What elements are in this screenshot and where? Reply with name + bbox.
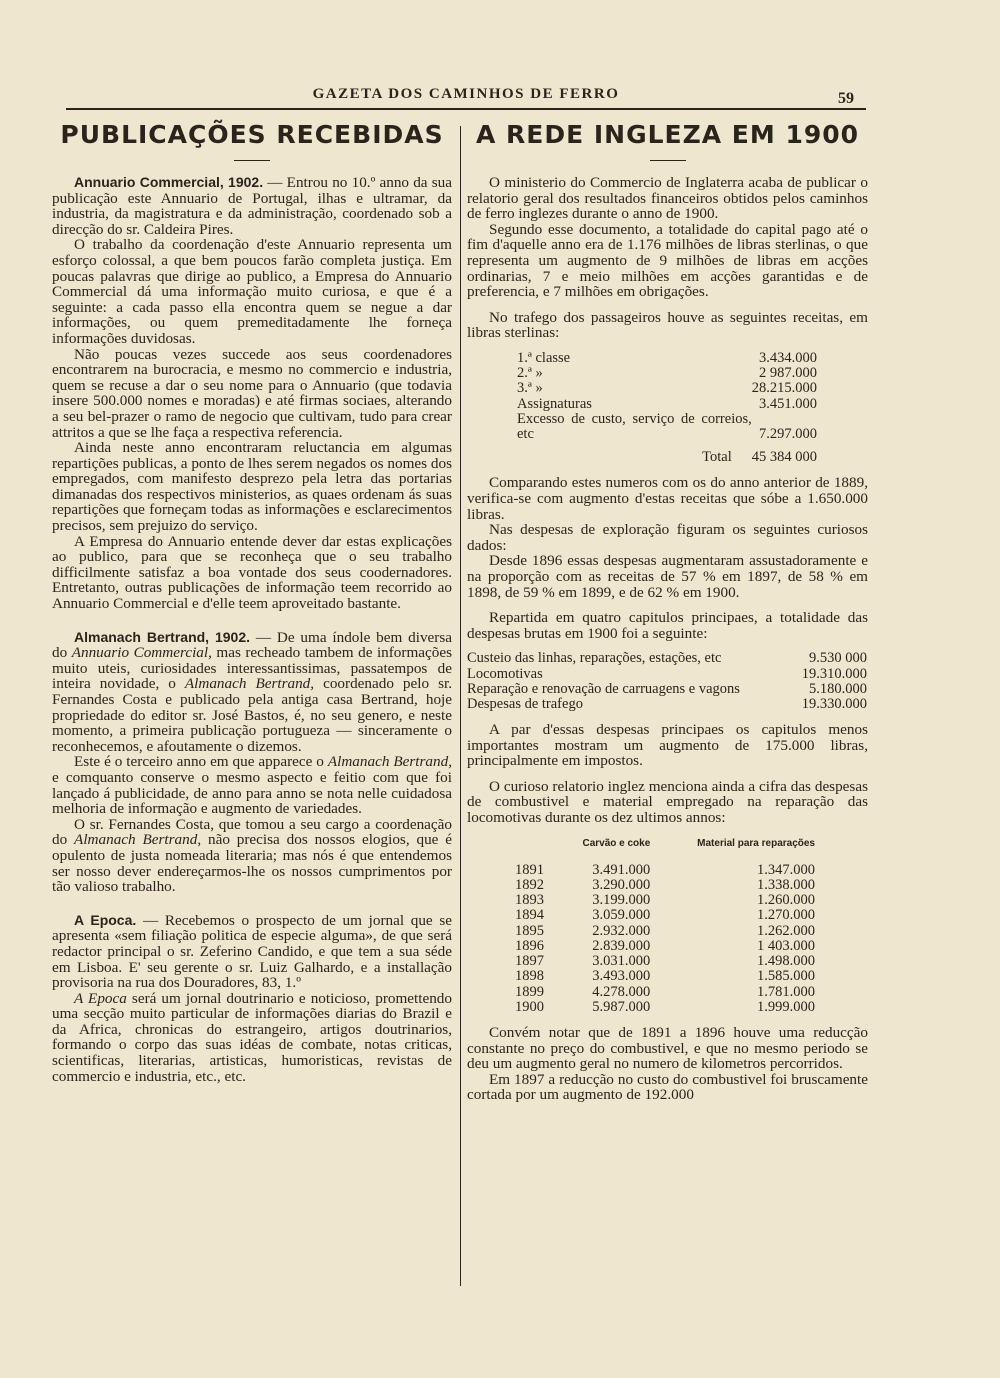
fuel-material: 1.270.000 (757, 907, 815, 924)
fuel-year: 1892 (515, 877, 544, 894)
revenue-label: Assignaturas (517, 395, 592, 412)
almanach-text-3a: O sr. Fernandes Costa, que tomou a seu cargo a coordenação do (52, 815, 452, 849)
fuel-head-coal: Carvão e coke (582, 837, 651, 849)
epoca-lead: A Epoca. (74, 911, 137, 928)
expense-chapters-table (467, 651, 867, 712)
rede-paragraph-1: O ministerio do Commercio de Inglaterra acaba de publicar o relatorio geral dos resultados financeiros obtidos pelos caminhos de ferro inglezes durante o anno de 1900. (467, 174, 868, 223)
fuel-coal: 3.493.000 (592, 968, 651, 985)
rede-paragraph-2: Segundo esse documento, a totalidade do capital pago até o fim d'aquelle anno era de 1.176 milhões de libras sterlinas, o que representa um augmento de 9 milhões de libras em acções ordinarias, 7 e meio milhões em acções garantidas e de preferencia, e 7 milhões em obrigações. (467, 220, 868, 301)
fuel-material: 1.585.000 (757, 968, 815, 985)
right-column (467, 118, 868, 1103)
almanach-italic-1: Annuario Commercial (71, 644, 209, 662)
chapter-label: Custeio das linhas, reparações, estações, etc (467, 650, 722, 667)
fuel-coal: 3.290.000 (592, 877, 651, 894)
fuel-year: 1895 (515, 922, 544, 939)
table-row (517, 381, 817, 396)
fuel-material: 1.498.000 (757, 953, 815, 970)
almanach-paragraph-3 (52, 817, 452, 895)
rede-paragraph-3: No trafego dos passageiros houve as seguintes receitas, em libras sterlinas: (467, 308, 868, 342)
column-divider (460, 126, 461, 1286)
fuel-coal: 2.839.000 (592, 937, 651, 954)
revenue-value: 3.451.000 (759, 395, 817, 412)
annuario-paragraph-5: A Empresa do Annuario entende dever dar estas explicações ao publico, para que se reconheça que o seu trabalho difficilmente satisfaz a boa vontade dos seus coodernadores. Entretanto, outras publicações de informação teem recorrido ao Annuario Commercial e d'elle teem aproveitado bastante. (52, 532, 452, 613)
annuario-text-1: — Entrou no 10.º anno da sua publicação este Annuario de Portugal, ilhas e ultramar, da industria, da magistratura e da administração, coordenado sob a direcção do sr. Caldeira Pires. (52, 174, 452, 238)
table-row (467, 651, 867, 666)
fuel-material: 1.260.000 (757, 892, 815, 909)
fuel-material: 1.347.000 (757, 861, 815, 878)
table-row (517, 412, 817, 442)
fuel-materials-table (515, 836, 815, 1015)
rede-paragraph-6: Desde 1896 essas despesas augmentaram assustadoramente e na proporção com as receitas de 57 % em 1897, de 58 % em 1898, de 59 % em 1899, e de 62 % em 1900. (467, 552, 868, 601)
table-row (515, 908, 815, 923)
table-row (515, 893, 815, 908)
annuario-paragraph-3: Não poucas vezes succede aos seus coordenadores encontrarem na burocracia, e mesmo no commercio e industria, quem se recuse a dar o seu nome para o Annuario (que todavia insere 500.000 nomes e moradas) e até firmas sociaes, alterando a seu bel-prazer o ramo de negocio que cultivam, tudo para crear attritos a que se lhe faça a respectiva referencia. (52, 345, 452, 441)
revenue-value: 28.215.000 (751, 380, 817, 397)
revenue-label: Excesso de custo, serviço de correios, etc (517, 410, 752, 442)
table-row (517, 351, 817, 366)
rede-paragraph-9: O curioso relatorio inglez menciona ainda a cifra das despesas de combustivel e material empregado na reparação das locomotivas durante os dez ultimos annos: (467, 777, 868, 827)
table-row (515, 985, 815, 1000)
rede-paragraph-10: Convém notar que de 1891 a 1896 houve uma reducção constante no preço do combustivel, e que no mesmo periodo se deu um augmento geral no numero de kilometros percorridos. (467, 1023, 868, 1073)
almanach-lead: Almanach Bertrand, 1902. (74, 628, 251, 645)
page-number: 59 (838, 90, 854, 107)
fuel-year: 1891 (515, 861, 544, 878)
almanach-paragraph-1 (52, 630, 452, 755)
fuel-material: 1.781.000 (757, 983, 815, 1000)
revenue-label: 3.ª » (517, 380, 543, 397)
table-row (517, 397, 817, 412)
fuel-coal: 5.987.000 (592, 998, 651, 1015)
fuel-coal: 3.491.000 (592, 861, 651, 878)
total-row (517, 442, 817, 465)
table-row (515, 878, 815, 893)
fuel-coal: 3.199.000 (592, 892, 651, 909)
table-row (515, 1000, 815, 1015)
table-row (467, 682, 867, 697)
table-row (517, 366, 817, 381)
almanach-italic-2: Almanach Bertrand (184, 675, 311, 693)
rede-paragraph-7: Repartida em quatro capitulos principaes, a totalidade das despesas brutas em 1900 foi a seguinte: (467, 609, 868, 642)
almanach-text-1b: , mas recheado tambem de informações muito uteis, curiosidades interessantissimas, passatempos de inteira novidade, o (52, 644, 453, 693)
chapter-value: 19.330.000 (801, 695, 867, 712)
rede-paragraph-4: Comparando estes numeros com os do anno anterior de 1889, verifica-se com augmento d'estas receitas que sóbe a 1.650.000 libras. (467, 474, 868, 523)
revenue-value: 3.434.000 (759, 349, 817, 366)
fuel-coal: 4.278.000 (592, 983, 651, 1000)
page-header (66, 86, 866, 110)
almanach-italic-3: Almanach Bertrand (327, 753, 449, 771)
epoca-text-2: será um jornal doutrinario e noticioso, promettendo uma secção muito particular de informações diarias do Brazil e da Africa, chronicas do estrangeiro, artigos doutrinarios, formando o corpo das suas idéas de combate, notas criticas, scientificas, literarias, artisticas, humoristicas, revistas de commercio e industria, etc., etc. (52, 989, 452, 1085)
epoca-text-1: — Recebemos o prospecto de um jornal que se apresenta «sem filiação politica de especie alguma», de que será redactor principal o sr. Zeferino Candido, e que tem a sua séde em Lisboa. E' seu gerente o sr. Luiz Galhardo, e a installação provisoria na rua dos Douradores, 83, 1.º (52, 911, 453, 992)
fuel-year: 1894 (515, 907, 544, 924)
fuel-coal: 2.932.000 (592, 922, 651, 939)
fuel-year: 1899 (515, 983, 544, 1000)
section-heading-publicacoes: PUBLICAÇÕES RECEBIDAS (60, 120, 444, 149)
fuel-year: 1897 (515, 953, 544, 970)
revenue-value: 2 987.000 (759, 365, 817, 382)
almanach-text-1a: — De uma índole bem diversa do (52, 628, 452, 662)
annuario-paragraph-1 (52, 175, 452, 237)
revenue-total-label: Total (702, 449, 732, 466)
chapter-value: 5.180.000 (809, 680, 867, 697)
revenue-label: 2.ª » (517, 365, 543, 382)
table-row (467, 667, 867, 682)
table-row (515, 863, 815, 878)
almanach-text-3b: , não precisa dos nossos elogios, que é opulento de justa nomeada literaria; mas nós é que entendemos ser nosso dever endereçarmos-lhe os nossos cumprimentos por tão valioso trabalho. (52, 831, 452, 896)
chapter-value: 9.530 000 (809, 650, 867, 667)
annuario-paragraph-2: O trabalho da coordenação d'este Annuario representa um esforço colossal, a que bem poucos farão completa justiça. Em poucas palavras que dirige ao publico, a Empresa do Annuario Commercial dá uma informação muito curiosa, e que é a seguinte: a cada passo ella encontra quem se negue a dar informações, ou quem premeditadamente lhe forneça informações duvidosas. (52, 236, 452, 347)
heading-rule-right (650, 160, 686, 161)
fuel-head-material: Material para reparações (697, 837, 815, 849)
fuel-material: 1.262.000 (757, 922, 815, 939)
epoca-paragraph-1 (52, 913, 452, 991)
fuel-material: 1.999.000 (757, 998, 815, 1015)
chapter-label: Despesas de trafego (467, 695, 583, 712)
table-row (467, 697, 867, 712)
revenue-label: 1.ª classe (517, 349, 571, 366)
fuel-year: 1898 (515, 968, 544, 985)
epoca-italic: A Epoca (74, 989, 127, 1007)
almanach-text-2b: , e comquanto conserve o mesmo aspecto e feitio com que foi lançado á publicidade, de anno para anno se nota nelle cuidadosa melhoria de informação e augmento de variedades. (52, 753, 452, 818)
fuel-coal: 3.059.000 (592, 907, 651, 924)
running-title: GAZETA DOS CAMINHOS DE FERRO (312, 86, 620, 102)
almanach-italic-4: Almanach Bertrand (74, 831, 198, 849)
rede-paragraph-5: Nas despesas de exploração figuram os seguintes curiosos dados: (467, 521, 868, 554)
revenue-value: 7.297.000 (759, 425, 817, 442)
fuel-year: 1893 (515, 892, 544, 909)
annuario-paragraph-4: Ainda neste anno encontraram reluctancia em algumas repartições publicas, a ponto de lhes serem negados os nomes dos empregados, com manifesto desprezo pela letra das portarias dimanadas dos respectivos ministerios, as quaes ordenam ás suas repartições que forneçam todas as informações e esclarecimentos precisos, sem prejuizo do serviço. (52, 439, 452, 535)
rede-paragraph-8: A par d'essas despesas principaes os capitulos menos importantes mostram um augmento de 175.000 libras, principalmente em impostos. (467, 721, 868, 770)
revenue-table (517, 351, 817, 465)
table-row (515, 939, 815, 954)
table-row (515, 954, 815, 969)
annuario-lead: Annuario Commercial, 1902. (74, 174, 264, 190)
fuel-material: 1.338.000 (757, 877, 815, 894)
chapter-label: Locomotivas (467, 665, 543, 682)
almanach-text-2a: Este é o terceiro anno em que apparece o (74, 753, 328, 771)
revenue-total-value: 45 384 000 (751, 449, 817, 466)
table-row (515, 924, 815, 939)
fuel-year: 1896 (515, 937, 544, 954)
fuel-year: 1900 (515, 998, 544, 1015)
almanach-paragraph-2 (52, 754, 452, 816)
heading-rule (234, 160, 270, 161)
fuel-material: 1 403.000 (757, 937, 815, 954)
chapter-label: Reparação e renovação de carruagens e vagons (467, 680, 740, 697)
fuel-coal: 3.031.000 (592, 953, 651, 970)
table-row (515, 969, 815, 984)
chapter-value: 19.310.000 (801, 665, 867, 682)
epoca-paragraph-2 (52, 991, 452, 1085)
section-heading-rede-ingleza: A REDE INGLEZA EM 1900 (475, 120, 860, 149)
left-column (52, 118, 452, 1084)
almanach-text-1c: , coordenado pelo sr. Fernandes Costa e publicado pela antiga casa Bertrand, hoje propriedade do editor sr. José Bastos, é, no seu genero, e neste momento, a primeira publicação portugueza — sinceramente o reconhecemos, e afoutamente o dizemos. (52, 675, 452, 755)
rede-paragraph-11: Em 1897 a reducção no custo do combustivel foi bruscamente cortada por um augmento de 192.000 (467, 1070, 868, 1104)
